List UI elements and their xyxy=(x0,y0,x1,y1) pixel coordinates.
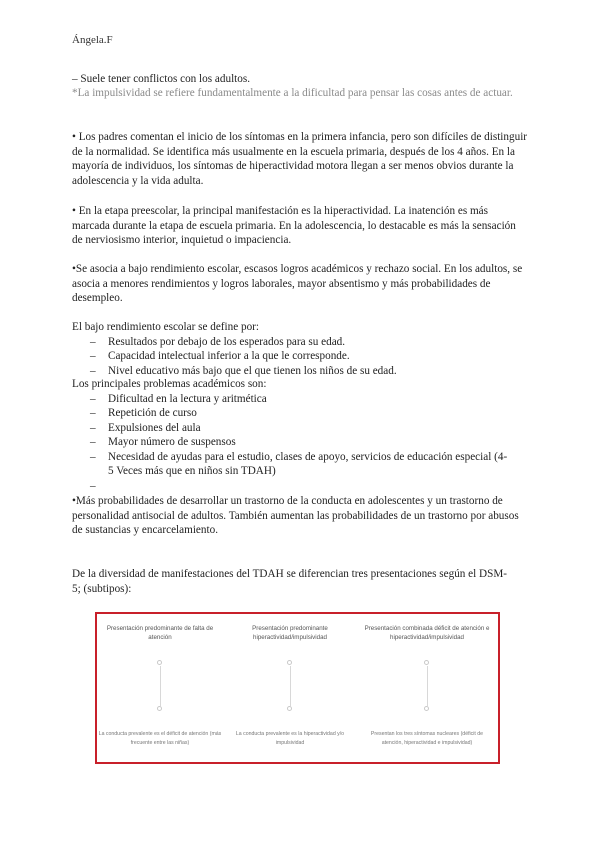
connector-dot-icon xyxy=(157,706,162,711)
list-item: – Mayor número de suspensos xyxy=(90,436,236,448)
list-item: – Resultados por debajo de los esperados para su edad. xyxy=(90,335,346,348)
low-performance-section xyxy=(72,320,528,378)
paragraph-disorders: •Más probabilidades de desarrollar un trastorno de la conducta en adolescentes y un trastorno de personalidad antisocial de adultos. También aumentan las probabilidades de un trastorno por abusos de sustancias y encarcelamiento. xyxy=(72,495,519,536)
academic-problems-section xyxy=(72,377,528,492)
connector-line xyxy=(160,666,161,706)
intro-line: – Suele tener conflictos con los adultos. xyxy=(72,73,251,85)
low-performance-list xyxy=(72,335,528,379)
presentations-diagram xyxy=(95,612,500,764)
connector-line xyxy=(290,666,291,706)
connector-dot-icon xyxy=(157,660,162,665)
diagram-column-description: La conducta prevalente es el déficit de atención (más frecuente entre las niñas) xyxy=(98,731,222,746)
author-name: Ángela.F xyxy=(72,34,113,46)
academic-problems-list: – Dificultad en la lectura y aritmética – Repetición de curso – Expulsiones del aula – Mayor número de suspensos – Necesidad de ayudas para el estudio, clases de apoyo, servicios de educación especial (4-5 Veces más que en niños sin TDAH) – xyxy=(72,392,528,479)
low-performance-heading: El bajo rendimiento escolar se define por: xyxy=(72,321,260,333)
paragraph-onset: • Los padres comentan el inicio de los síntomas en la primera infancia, pero son difíciles de distinguir de la normalidad. Se identifica más usualmente en la escuela primaria, después de los 4 años. En la mayoría de individuos, los síntomas de hiperactividad motora llegan a ser menos obvios durante la adolescencia y la vida adulta. xyxy=(72,131,528,187)
diagram-column-title: Presentación predominante hiperactividad/impulsividad xyxy=(252,625,328,641)
connector-dot-icon xyxy=(424,660,429,665)
list-item: – Necesidad de ayudas para el estudio, clases de apoyo, servicios de educación especial (4-5 Veces más que en niños sin TDAH) xyxy=(90,450,508,477)
diagram-column-inattention xyxy=(98,614,222,762)
impulsivity-note: *La impulsividad se refiere fundamentalmente a la dificultad para pensar las cosas antes de actuar. xyxy=(72,87,513,99)
paragraph-stages: • En la etapa preescolar, la principal manifestación es la hiperactividad. La inatención es más marcada durante la etapa de escuela primaria. En la adolescencia, lo destacable es más la sensación de nerviosismo interior, inquietud o impaciencia. xyxy=(72,205,516,246)
list-item: – Nivel educativo más bajo que el que tienen los niños de su edad. xyxy=(90,364,397,377)
connector-dot-icon xyxy=(287,706,292,711)
diagram-column-title: Presentación combinada déficit de atención e hiperactividad/impulsividad xyxy=(364,625,490,641)
academic-problems-heading: Los principales problemas académicos son: xyxy=(72,378,267,390)
paragraph-performance: •Se asocia a bajo rendimiento escolar, escasos logros académicos y rechazo social. En los adultos, se asocia a menores rendimientos y logros laborales, mayor absentismo y más probabilidades de desempleo. xyxy=(72,263,523,304)
paragraph-presentations: De la diversidad de manifestaciones del TDAH se diferencian tres presentaciones según el DSM-5; (subtipos): xyxy=(72,568,508,595)
list-item: – Capacidad intelectual inferior a la que le corresponde. xyxy=(90,350,350,362)
list-item: – Expulsiones del aula xyxy=(90,421,201,434)
connector-line xyxy=(427,666,428,706)
diagram-column-description: La conducta prevalente es la hiperactividad y/o impulsividad xyxy=(235,731,345,746)
list-item: – Repetición de curso xyxy=(90,407,197,419)
diagram-column-description: Presentan los tres síntomas nucleares (déficit de atención, hiperactividad e impulsividad) xyxy=(370,731,484,746)
list-item: – Dificultad en la lectura y aritmética xyxy=(90,392,267,405)
diagram-column-hyperactivity xyxy=(231,614,349,762)
connector-dot-icon xyxy=(287,660,292,665)
diagram-column-title: Presentación predominante de falta de atención xyxy=(106,625,214,641)
connector-dot-icon xyxy=(424,706,429,711)
diagram-column-combined xyxy=(363,614,491,762)
